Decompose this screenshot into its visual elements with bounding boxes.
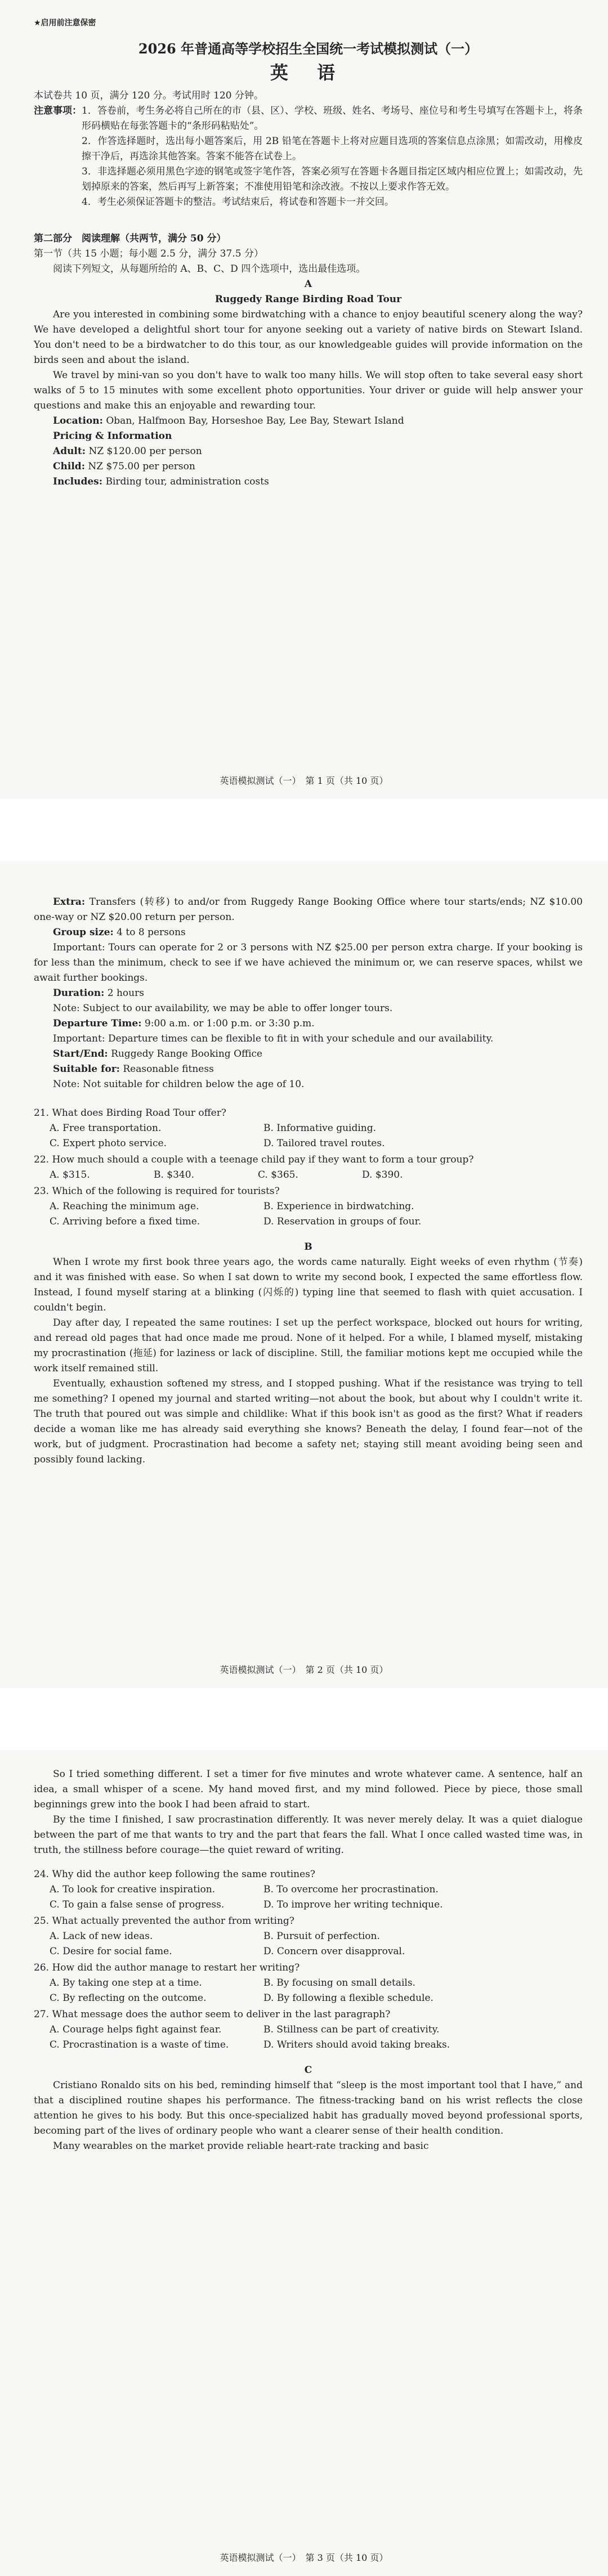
directions: 阅读下列短文，从每题所给的 A、B、C、D 四个选项中，选出最佳选项。 <box>53 263 366 275</box>
passage-paragraph: When I wrote my first book three years ago, the words came naturally. Eight weeks of even rhythm (节奏) and it was finished with ease. So when I sat down to write my second book, I expected the same effortless flow. Instead, I found myself staring at a blinking (闪烁的) typing line that seemed to flash with quiet accusation. I couldn't begin. <box>34 1256 583 1313</box>
instructions-label: 注意事项： <box>34 105 82 116</box>
question-stem: 26. How did the author manage to restart her writing? <box>34 1962 300 1973</box>
page-footer: 英语模拟测试（一） 第 1 页（共 10 页） <box>220 775 388 786</box>
passage-paragraph: Eventually, exhaustion softened my stress, and I stopped pushing. What if the resistance was trying to tell me something? I opened my journal and started writing—not about the book, but about why I couldn't write it. The truth that poured out was simple and childlike: What if this book isn't as good as the first? What if readers decide a woman like me has already said everything she knows? Beneath the delay, I found fear—not of the work, but of judgment. Procrastination had become a safety net; staying still meant avoiding being seen and possibly found lacking. <box>34 1378 583 1465</box>
field-value: Birding tour, administration costs <box>105 476 269 487</box>
passage-title: Ruggedy Range Birding Road Tour <box>214 294 402 305</box>
passage-paragraph: So I tried something different. I set a timer for five minutes and wrote whatever came. A sentence, half an idea, a small whisper of a scene. My hand moved first, and my mind followed. Piece by piece, those small beginnings grew into the book I had been afraid to start. <box>34 1769 583 1810</box>
answer-option[interactable]: D. $390. <box>362 1169 403 1181</box>
tour-important-note: Important: Tours can operate for 2 or 3 persons with NZ $25.00 per person extra charge. If your booking is for less than the minimum, check to see if we have achieved the minimum or, we can reserve spaces, whilst we await further bookings. <box>34 942 583 984</box>
tour-location <box>34 414 583 429</box>
tour-child-price <box>34 459 583 474</box>
field-value: 2 hours <box>107 988 144 999</box>
answer-option[interactable]: B. By focusing on small details. <box>263 1977 415 1989</box>
tour-note: Note: Not suitable for children below the age of 10. <box>53 1079 305 1090</box>
answer-option[interactable]: C. $365. <box>258 1169 298 1181</box>
option-list <box>34 1168 583 1183</box>
page-3-content <box>34 1767 583 2154</box>
answer-option[interactable]: C. To gain a false sense of progress. <box>50 1899 225 1910</box>
instructions <box>34 104 583 210</box>
answer-option[interactable]: D. Concern over disapproval. <box>263 1946 405 1957</box>
part-title: 第二部分 阅读理解（共两节，满分 50 分） <box>34 233 226 244</box>
answer-option[interactable]: A. Reaching the minimum age. <box>50 1201 199 1212</box>
page-gap <box>0 799 608 861</box>
field-label: Adult: <box>53 446 86 457</box>
question-block <box>34 1106 583 1151</box>
answer-option[interactable]: C. Expert photo service. <box>50 1138 167 1149</box>
instruction-item: 1．答卷前，考生务必将自己所在的市（县、区）、学校、班级、姓名、考场号、座位号和考生号填写在答题卡上，将条形码横贴在每张答题卡的“条形码粘贴处”。 <box>82 105 583 132</box>
page-2-content <box>34 895 583 1467</box>
page-footer: 英语模拟测试（一） 第 2 页（共 10 页） <box>220 1664 388 1675</box>
passage-letter: B <box>304 1241 312 1253</box>
answer-option[interactable]: B. To overcome her procrastination. <box>263 1884 439 1895</box>
tour-suitable-for <box>34 1062 583 1077</box>
field-label: Duration: <box>53 988 105 999</box>
field-value: Ruggedy Range Booking Office <box>111 1048 263 1060</box>
field-value: Transfers (转移) to and/or from Ruggedy Range Booking Office where tour starts/ends; NZ $10.00 one-way or NZ $20.00 return per person. <box>34 896 583 923</box>
answer-option[interactable]: B. Stillness can be part of creativity. <box>263 2024 440 2035</box>
question-stem: 25. What actually prevented the author from writing? <box>34 1915 294 1927</box>
option-list <box>34 1976 583 2006</box>
subject-title: 英 语 <box>270 62 347 83</box>
passage-letter: A <box>304 279 312 290</box>
field-label: Group size: <box>53 927 114 938</box>
question-block <box>34 1152 583 1183</box>
instruction-item: 2．作答选择题时，选出每小题答案后，用 2B 铅笔在答题卡上将对应题目选项的答案信息点涂黑；如需改动，用橡皮擦干净后，再选涂其他答案。答案不能答在试卷上。 <box>82 136 583 162</box>
section-title: 第一节（共 15 小题；每小题 2.5 分，满分 37.5 分） <box>34 248 263 259</box>
field-value: NZ $120.00 per person <box>88 446 202 457</box>
answer-option[interactable]: C. By reflecting on the outcome. <box>50 1992 207 2004</box>
exam-title: 2026 年普通高等学校招生全国统一考试模拟测试（一） <box>138 41 479 57</box>
exam-page-2 <box>0 861 608 1688</box>
tour-departure <box>34 1016 583 1031</box>
field-label: Suitable for: <box>53 1063 120 1075</box>
question-block <box>34 1184 583 1229</box>
option-list <box>34 1199 583 1229</box>
answer-option[interactable]: C. Arriving before a fixed time. <box>50 1216 200 1227</box>
option-list <box>34 1121 583 1151</box>
passage-paragraph: Cristiano Ronaldo sits on his bed, reminding himself that “sleep is the most important tool that I have,” and that a disciplined routine shapes his performance. The fitness-tracking band on his wrist reflects the close attention he gives to his body. But this once-specialized habit has gradually moved beyond professional sports, becoming part of the lives of ordinary people who want a clearer sense of their health condition. <box>34 2080 583 2137</box>
passage-paragraph: Many wearables on the market provide reliable heart-rate tracking and basic <box>53 2140 429 2152</box>
answer-option[interactable]: D. Writers should avoid taking breaks. <box>263 2039 450 2050</box>
tour-start-end <box>34 1047 583 1062</box>
answer-option[interactable]: D. Reservation in groups of four. <box>263 1216 422 1227</box>
field-label: Location: <box>53 415 103 427</box>
answer-option[interactable]: B. Informative guiding. <box>263 1123 377 1134</box>
answer-option[interactable]: D. To improve her writing technique. <box>263 1899 443 1910</box>
field-value: 9:00 a.m. or 1:00 p.m. or 3:30 p.m. <box>144 1018 315 1029</box>
tour-includes <box>34 474 583 490</box>
field-value: Reasonable fitness <box>123 1063 214 1075</box>
instruction-item: 3．非选择题必须用黑色字迹的钢笔或签字笔作答，答案必须写在答题卡各题目指定区域内相应位置上；如需改动，先划掉原来的答案，然后再写上新答案；不准使用铅笔和涂改液。不按以上要求作答无效。 <box>82 166 583 192</box>
exam-page-1 <box>0 0 608 799</box>
page-1-content <box>34 16 583 490</box>
answer-option[interactable]: A. Free transportation. <box>50 1123 162 1134</box>
field-label: Extra: <box>53 896 86 908</box>
answer-option[interactable]: D. By following a flexible schedule. <box>263 1992 433 2004</box>
answer-option[interactable]: A. By taking one step at a time. <box>50 1977 202 1989</box>
page-gap <box>0 1688 608 1750</box>
question-block <box>34 2007 583 2053</box>
option-list <box>34 2022 583 2053</box>
tour-duration <box>34 986 583 1001</box>
pricing-heading: Pricing & Information <box>53 430 172 442</box>
option-list <box>34 1882 583 1913</box>
field-label: Includes: <box>53 476 103 487</box>
answer-option[interactable]: C. Procrastination is a waste of time. <box>50 2039 229 2050</box>
instruction-item: 4．考生必须保证答题卡的整洁。考试结束后，将试卷和答题卡一并交回。 <box>82 196 394 208</box>
answer-option[interactable]: C. Desire for social fame. <box>50 1946 172 1957</box>
field-label: Start/End: <box>53 1048 108 1060</box>
page-footer: 英语模拟测试（一） 第 3 页（共 10 页） <box>220 2552 388 2563</box>
exam-page-3 <box>0 1750 608 2576</box>
tour-group-size <box>34 925 583 940</box>
question-block <box>34 1914 583 1959</box>
tour-note: Note: Subject to our availability, we may be able to offer longer tours. <box>53 1003 393 1014</box>
option-list <box>34 1929 583 1959</box>
passage-paragraph: Are you interested in combining some birdwatching with a chance to enjoy beautiful scenery along the way? We have developed a delightful short tour for anyone seeking out a variety of native birds on Stewart Island. You don't need to be a birdwatcher to do this tour, as our knowledgeable guides will provide information on the birds seen and about the island. <box>34 309 583 366</box>
answer-option[interactable]: A. Lack of new ideas. <box>50 1931 153 1942</box>
question-stem: 27. What message does the author seem to deliver in the last paragraph? <box>34 2009 391 2020</box>
tour-important-note: Important: Departure times can be flexible to fit in with your schedule and our availability. <box>53 1033 494 1044</box>
passage-paragraph: By the time I finished, I saw procrastination differently. It was never merely delay. It was a quiet dialogue between the part of me that wants to try and the part that fears the fall. What I once called wasted time was, in truth, the stillness before courage—the quiet reward of writing. <box>34 1814 583 1856</box>
field-label: Child: <box>53 461 85 472</box>
answer-option[interactable]: B. Pursuit of perfection. <box>263 1931 380 1942</box>
passage-letter: C <box>304 2065 312 2076</box>
question-stem: 21. What does Birding Road Tour offer? <box>34 1107 226 1119</box>
field-value: NZ $75.00 per person <box>88 461 195 472</box>
exam-info: 本试卷共 10 页，满分 120 分。考试用时 120 分钟。 <box>34 90 263 101</box>
question-block <box>34 1960 583 2006</box>
field-value: Oban, Halfmoon Bay, Horseshoe Bay, Lee Bay, Stewart Island <box>106 415 404 427</box>
field-value: 4 to 8 persons <box>117 927 186 938</box>
field-label: Departure Time: <box>53 1018 142 1029</box>
question-stem: 23. Which of the following is required for tourists? <box>34 1186 280 1197</box>
answer-option[interactable]: A. $315. <box>50 1169 90 1181</box>
answer-option[interactable]: B. $340. <box>154 1169 194 1181</box>
tour-extra <box>34 895 583 925</box>
answer-option[interactable]: A. To look for creative inspiration. <box>50 1884 216 1895</box>
passage-paragraph: Day after day, I repeated the same routines: I set up the perfect workspace, blocked out hours for writing, and reread old pages that had once made me proud. None of it helped. For a while, I blamed myself, mistaking my procrastination (拖延) for laziness or lack of discipline. Still, the familiar motions kept me occupied while the work itself remained still. <box>34 1317 583 1374</box>
question-block <box>34 1867 583 1913</box>
answer-option[interactable]: A. Courage helps fight against fear. <box>50 2024 222 2035</box>
answer-option[interactable]: D. Tailored travel routes. <box>263 1138 385 1149</box>
answer-option[interactable]: B. Experience in birdwatching. <box>263 1201 414 1212</box>
question-stem: 24. Why did the author keep following the same routines? <box>34 1869 316 1880</box>
question-stem: 22. How much should a couple with a teenage child pay if they want to form a tour group? <box>34 1154 474 1165</box>
tour-adult-price <box>34 444 583 459</box>
passage-paragraph: We travel by mini-van so you don't have to walk too many hills. We will stop often to take several easy short walks of 5 to 15 minutes with some excellent photo opportunities. Your driver or guide will help answer your questions and make this an enjoyable and rewarding tour. <box>34 370 583 411</box>
confidential-notice: ★启用前注意保密 <box>34 19 96 28</box>
